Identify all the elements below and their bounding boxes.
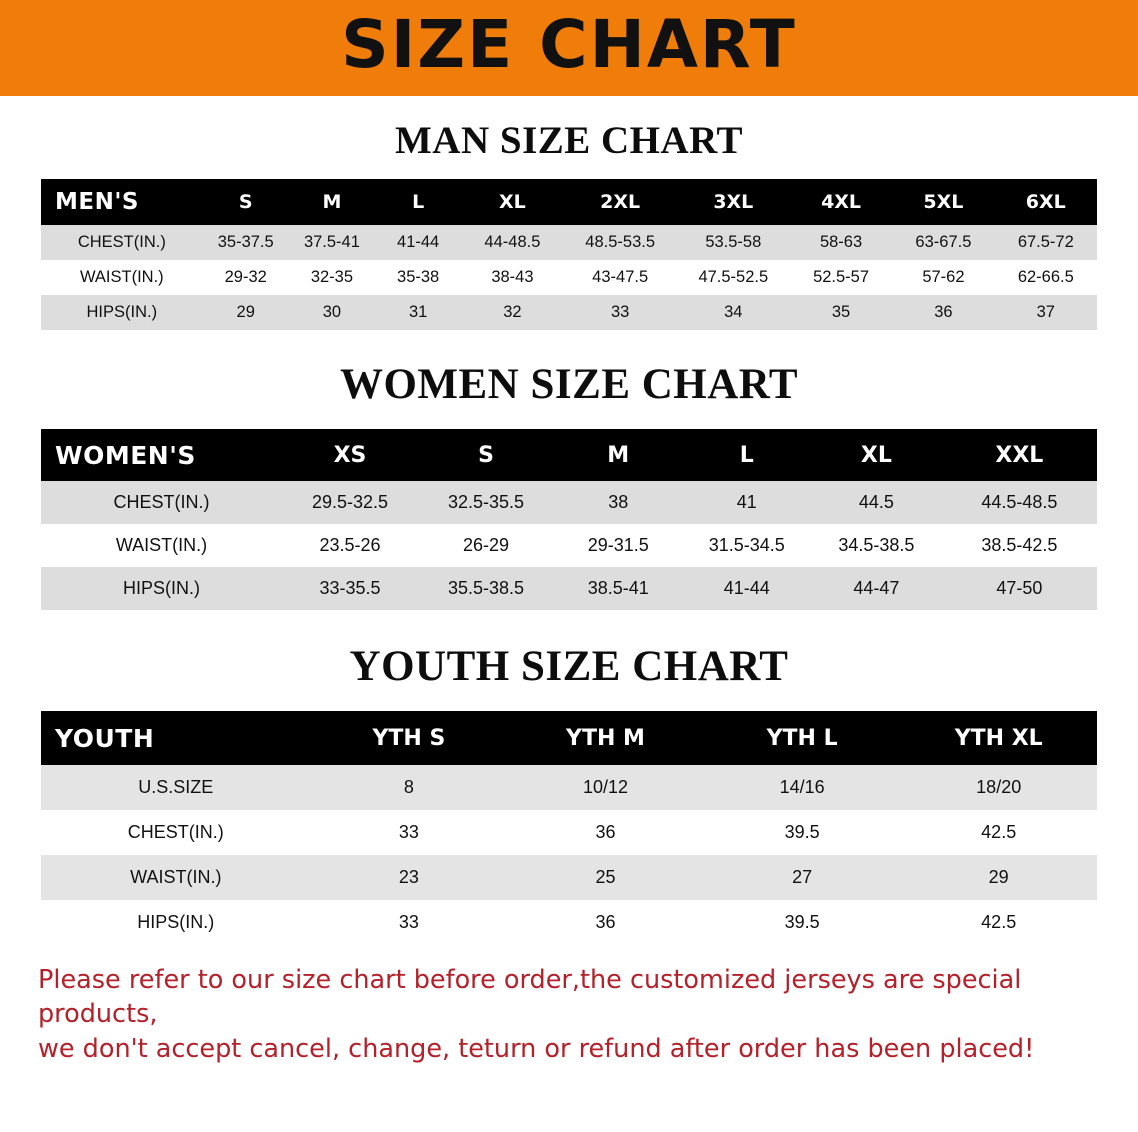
row-label: U.S.SIZE: [41, 765, 311, 810]
table-cell: 38.5-42.5: [942, 524, 1097, 567]
row-label: CHEST(IN.): [41, 225, 203, 260]
table-cell: 57-62: [892, 260, 994, 295]
table-cell: 29-31.5: [554, 524, 683, 567]
table-cell: 35-37.5: [203, 225, 289, 260]
women-header-cell: XL: [811, 429, 942, 481]
table-cell: 8: [311, 765, 508, 810]
table-cell: 33: [564, 295, 677, 330]
table-cell: 29-32: [203, 260, 289, 295]
policy-note: [38, 963, 1100, 1066]
table-cell: 52.5-57: [790, 260, 892, 295]
youth-header-row: [41, 711, 1097, 765]
table-cell: 32.5-35.5: [418, 481, 554, 524]
table-row: [41, 295, 1097, 330]
man-header-cell: 6XL: [995, 179, 1097, 225]
table-cell: 33: [311, 810, 508, 855]
table-cell: 38.5-41: [554, 567, 683, 610]
table-cell: 36: [507, 900, 704, 945]
row-label: HIPS(IN.): [41, 900, 311, 945]
man-header-cell: 3XL: [677, 179, 790, 225]
table-cell: 43-47.5: [564, 260, 677, 295]
man-header-cell: 4XL: [790, 179, 892, 225]
youth-table-wrap: [41, 711, 1097, 945]
youth-section-title: YOUTH SIZE CHART: [349, 643, 789, 690]
table-cell: 41-44: [375, 225, 461, 260]
table-cell: 44-47: [811, 567, 942, 610]
table-cell: 23: [311, 855, 508, 900]
row-label: WAIST(IN.): [41, 855, 311, 900]
youth-header-cell: YTH XL: [900, 711, 1097, 765]
table-cell: 44.5: [811, 481, 942, 524]
women-header-row: [41, 429, 1097, 481]
table-cell: 31.5-34.5: [683, 524, 812, 567]
table-cell: 42.5: [900, 810, 1097, 855]
women-section-title: WOMEN SIZE CHART: [339, 361, 799, 408]
table-cell: 39.5: [704, 810, 901, 855]
row-label: CHEST(IN.): [41, 810, 311, 855]
table-cell: 29: [900, 855, 1097, 900]
table-cell: 36: [507, 810, 704, 855]
table-cell: 48.5-53.5: [564, 225, 677, 260]
women-header-cell: WOMEN'S: [41, 429, 282, 481]
row-label: WAIST(IN.): [41, 260, 203, 295]
women-table-wrap: [41, 429, 1097, 610]
table-cell: 18/20: [900, 765, 1097, 810]
page-banner: [0, 0, 1138, 96]
table-cell: 41: [683, 481, 812, 524]
table-row: [41, 225, 1097, 260]
women-size-table: [41, 429, 1097, 610]
table-cell: 62-66.5: [995, 260, 1097, 295]
man-header-cell: 2XL: [564, 179, 677, 225]
table-cell: 39.5: [704, 900, 901, 945]
table-row: [41, 260, 1097, 295]
table-cell: 47.5-52.5: [677, 260, 790, 295]
man-header-cell: L: [375, 179, 461, 225]
youth-size-table: [41, 711, 1097, 945]
women-header-cell: XS: [282, 429, 418, 481]
man-size-table: [41, 179, 1097, 330]
women-header-cell: M: [554, 429, 683, 481]
table-cell: 42.5: [900, 900, 1097, 945]
table-cell: 33-35.5: [282, 567, 418, 610]
table-cell: 44.5-48.5: [942, 481, 1097, 524]
table-row: [41, 855, 1097, 900]
youth-header-cell: YOUTH: [41, 711, 311, 765]
table-cell: 58-63: [790, 225, 892, 260]
man-header-cell: XL: [461, 179, 563, 225]
man-header-cell: MEN'S: [41, 179, 203, 225]
table-cell: 41-44: [683, 567, 812, 610]
table-cell: 32: [461, 295, 563, 330]
table-cell: 34: [677, 295, 790, 330]
table-cell: 10/12: [507, 765, 704, 810]
man-header-cell: 5XL: [892, 179, 994, 225]
table-cell: 23.5-26: [282, 524, 418, 567]
man-table-wrap: [41, 179, 1097, 330]
women-header-cell: L: [683, 429, 812, 481]
table-row: [41, 810, 1097, 855]
table-cell: 38: [554, 481, 683, 524]
table-cell: 30: [289, 295, 375, 330]
youth-header-cell: YTH M: [507, 711, 704, 765]
table-cell: 63-67.5: [892, 225, 994, 260]
table-row: [41, 765, 1097, 810]
man-header-cell: M: [289, 179, 375, 225]
table-cell: 38-43: [461, 260, 563, 295]
table-cell: 37.5-41: [289, 225, 375, 260]
row-label: CHEST(IN.): [41, 481, 282, 524]
women-header-cell: S: [418, 429, 554, 481]
table-cell: 44-48.5: [461, 225, 563, 260]
women-header-cell: XXL: [942, 429, 1097, 481]
table-row: [41, 900, 1097, 945]
table-cell: 35-38: [375, 260, 461, 295]
policy-note-line-2: we don't accept cancel, change, teturn or refund after order has been placed!: [38, 1033, 1035, 1064]
table-cell: 29.5-32.5: [282, 481, 418, 524]
table-cell: 53.5-58: [677, 225, 790, 260]
table-cell: 29: [203, 295, 289, 330]
row-label: WAIST(IN.): [41, 524, 282, 567]
man-section-title: MAN SIZE CHART: [394, 119, 743, 162]
row-label: HIPS(IN.): [41, 567, 282, 610]
table-cell: 31: [375, 295, 461, 330]
table-row: [41, 524, 1097, 567]
man-header-row: [41, 179, 1097, 225]
youth-header-cell: YTH L: [704, 711, 901, 765]
table-cell: 36: [892, 295, 994, 330]
table-cell: 26-29: [418, 524, 554, 567]
youth-header-cell: YTH S: [311, 711, 508, 765]
table-cell: 27: [704, 855, 901, 900]
table-cell: 37: [995, 295, 1097, 330]
table-row: [41, 567, 1097, 610]
row-label: HIPS(IN.): [41, 295, 203, 330]
table-cell: 35.5-38.5: [418, 567, 554, 610]
table-cell: 14/16: [704, 765, 901, 810]
table-cell: 33: [311, 900, 508, 945]
table-cell: 47-50: [942, 567, 1097, 610]
table-cell: 32-35: [289, 260, 375, 295]
table-cell: 67.5-72: [995, 225, 1097, 260]
man-header-cell: S: [203, 179, 289, 225]
table-cell: 34.5-38.5: [811, 524, 942, 567]
page-title: SIZE CHART: [341, 6, 797, 83]
policy-note-line-1: Please refer to our size chart before order,the customized jerseys are special products,: [38, 965, 1022, 1030]
table-cell: 25: [507, 855, 704, 900]
table-row: [41, 481, 1097, 524]
table-cell: 35: [790, 295, 892, 330]
